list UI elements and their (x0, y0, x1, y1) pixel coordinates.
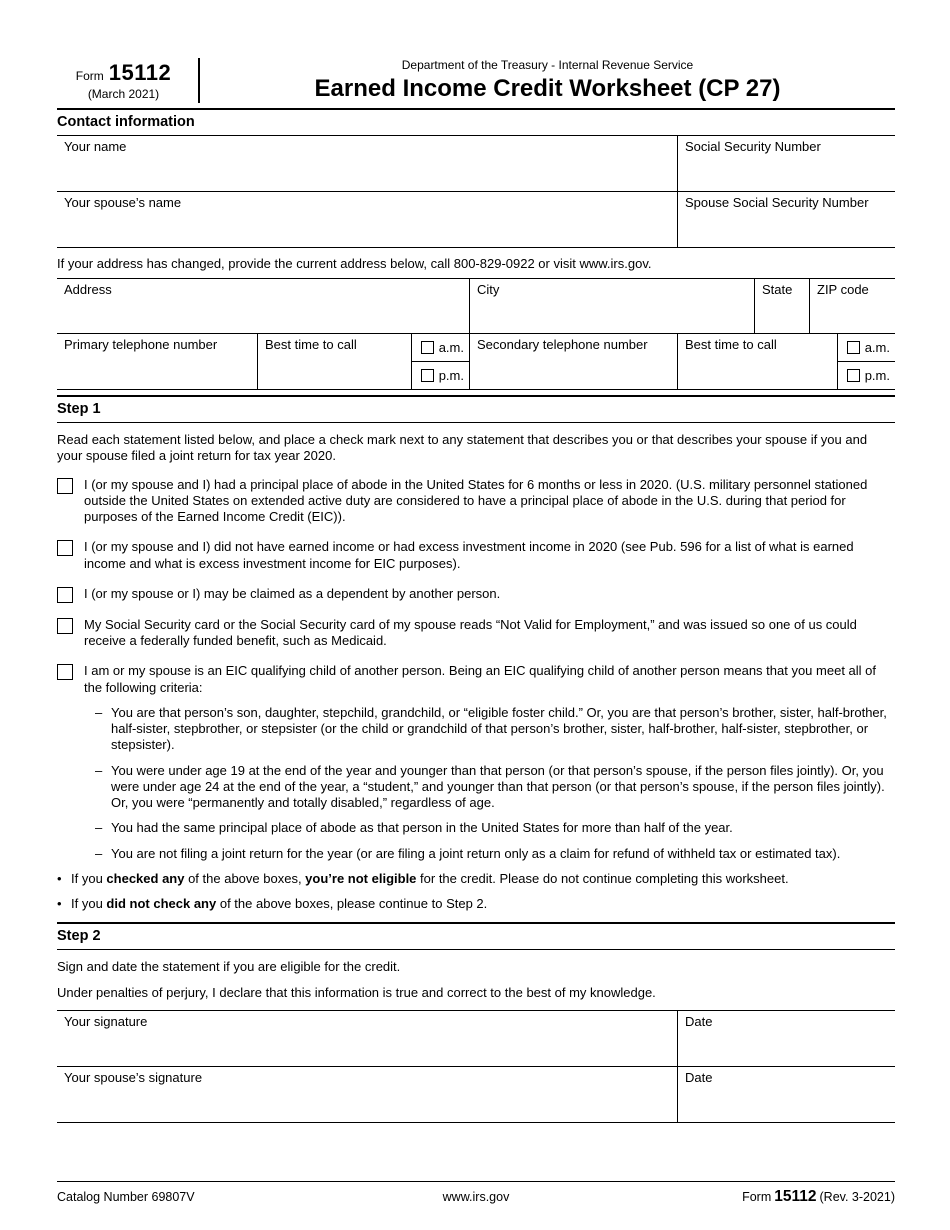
your-name-label: Your name (64, 139, 127, 154)
step1-statements (57, 477, 895, 913)
statement-row (57, 586, 895, 603)
footer-form-id (615, 1188, 895, 1206)
statement-row (57, 663, 895, 696)
statement-text: I (or my spouse or I) may be claimed as a dependent by another person. (84, 585, 501, 601)
statement-text: I (or my spouse and I) did not have earned income or had excess investment income in 2020 (see Pub. 596 for a list of what is earned income and what is excess investment income for EIC purposes). (84, 539, 854, 571)
criterion-text: You are that person’s son, daughter, stepchild, grandchild, or “eligible foster child.” Or, you are that person’s brother, sister, half-brother, half-sister, stepbrother, or stepsister (or the child or grandchild of that person’s brother, sister, half-brother, half-sister, stepbrother, or stepsister). (111, 704, 887, 753)
ampm-column-primary (411, 334, 469, 389)
pm-option-secondary (838, 362, 895, 389)
footer-revision: (Rev. 3-2021) (819, 1190, 895, 1204)
step2-heading: Step 2 (57, 922, 895, 950)
date-field[interactable] (678, 1067, 895, 1122)
bullet-char: • (57, 896, 62, 911)
criterion-text: You are not filing a joint return for the year (or are filing a joint return only as a claim for refund of withheld tax or estimated tax). (111, 845, 841, 861)
city-label: City (477, 282, 500, 297)
statement-text: My Social Security card or the Social Security card of my spouse reads “Not Valid for Employment,” and was issued so one of us could receive a federally funded benefit, such as Medicaid. (84, 616, 857, 648)
table-row (57, 136, 895, 192)
best-time-secondary-label: Best time to call (685, 337, 777, 352)
dash: – (95, 820, 103, 836)
irs-website: www.irs.gov (442, 1190, 510, 1204)
statement-row (57, 539, 895, 572)
statement-text: I (or my spouse and I) had a principal place of abode in the United States for 6 months or less in 2020. (U.S. military personnel stationed outside the United States on extended active duty are considered to have a principal place of abode in the U.S. during that period for purposes of the Earned Income Credit (EIC)). (84, 476, 868, 524)
ssn-label: Social Security Number (685, 139, 821, 154)
note-text: If you did not check any of the above boxes, please continue to Step 2. (71, 896, 488, 911)
step1-instructions: Read each statement listed below, and place a check mark next to any statement that describes you or that describes your spouse if you and your spouse filed a joint return for tax year 2020. (57, 432, 868, 464)
catalog-number: Catalog Number 69807V (57, 1190, 195, 1204)
am-label-primary: a.m. (438, 340, 464, 355)
statement-row (57, 617, 895, 650)
criterion-item (95, 763, 895, 812)
pm-checkbox-secondary[interactable] (847, 369, 860, 382)
spouse-ssn-field[interactable] (678, 192, 895, 247)
am-checkbox-primary[interactable] (421, 341, 434, 354)
statement-checkbox-4[interactable] (57, 618, 73, 634)
best-time-primary-cell (258, 334, 470, 389)
note-not-eligible (57, 871, 895, 887)
pm-option-primary (412, 362, 469, 389)
statement-checkbox-5[interactable] (57, 664, 73, 680)
spouse-signature-field[interactable] (57, 1067, 678, 1122)
secondary-phone-field[interactable] (470, 334, 678, 389)
form-title: Earned Income Credit Worksheet (CP 27) (314, 75, 781, 102)
am-checkbox-secondary[interactable] (847, 341, 860, 354)
zip-field[interactable] (810, 279, 895, 333)
state-label: State (762, 282, 793, 297)
zip-label: ZIP code (817, 282, 869, 297)
agency-line: Department of the Treasury - Internal Revenue Service (401, 58, 694, 72)
spouse-name-field[interactable] (57, 192, 678, 247)
your-name-field[interactable] (57, 136, 678, 191)
form-number: 15112 (108, 60, 172, 85)
step1-heading: Step 1 (57, 395, 895, 423)
spouse-ssn-label: Spouse Social Security Number (685, 195, 869, 210)
ssn-field[interactable] (678, 136, 895, 191)
page-footer (57, 1181, 895, 1206)
statement-checkbox-2[interactable] (57, 540, 73, 556)
criterion-text: You had the same principal place of abode as that person in the United States for more than half of the year. (111, 820, 733, 836)
criterion-text: You were under age 19 at the end of the year and younger than that person (or that person’s spouse, if the person files jointly). Or, you were under age 24 at the end of the year, a “student,” and younger than that person (or that person’s spouse, if the person files jointly). Or, you were “permanently and totally disabled,” regardless of age. (111, 762, 885, 810)
statement-checkbox-3[interactable] (57, 587, 73, 603)
your-signature-field[interactable] (57, 1011, 678, 1066)
date-label: Date (685, 1069, 713, 1085)
pm-label-secondary: p.m. (864, 368, 890, 383)
table-row (57, 1067, 895, 1123)
form-word: Form (75, 69, 104, 83)
criterion-item (95, 820, 895, 836)
primary-phone-label: Primary telephone number (64, 337, 218, 352)
dash: – (95, 845, 103, 861)
note-continue (57, 896, 895, 912)
ampm-column-secondary (837, 334, 895, 389)
state-field[interactable] (755, 279, 810, 333)
criterion-item (95, 846, 895, 862)
statement-row (57, 477, 895, 526)
dash: – (95, 762, 103, 778)
am-option-secondary (838, 334, 895, 362)
footer-form-number: 15112 (774, 1188, 817, 1205)
address-change-note: If your address has changed, provide the current address below, call 800-829-0922 or visit www.irs.gov. (57, 256, 652, 271)
statement-checkbox-1[interactable] (57, 478, 73, 494)
contact-information-heading: Contact information (57, 110, 895, 136)
form-id-box (57, 58, 200, 103)
primary-phone-field[interactable] (57, 334, 258, 389)
dash: – (95, 704, 103, 720)
best-time-primary-label: Best time to call (265, 337, 357, 352)
form-header (57, 58, 895, 110)
am-label-secondary: a.m. (864, 340, 890, 355)
name-ssn-table (57, 136, 895, 248)
step2-section (57, 922, 895, 1123)
city-field[interactable] (470, 279, 755, 333)
date-label: Date (685, 1013, 713, 1029)
pm-label-primary: p.m. (438, 368, 464, 383)
am-option-primary (412, 334, 469, 362)
spouse-signature-label: Your spouse’s signature (64, 1069, 203, 1085)
table-row (57, 1011, 895, 1067)
address-phone-table (57, 278, 895, 390)
signature-table (57, 1010, 895, 1123)
table-row (57, 334, 895, 390)
bullet-char: • (57, 870, 62, 886)
date-field[interactable] (678, 1011, 895, 1066)
address-field[interactable] (57, 279, 470, 333)
form-number-line (76, 60, 171, 86)
criterion-item (95, 705, 895, 754)
pm-checkbox-primary[interactable] (421, 369, 434, 382)
perjury-statement: Under penalties of perjury, I declare that this information is true and correct to the best of my knowledge. (57, 984, 656, 1000)
footer-form-word: Form (742, 1190, 772, 1204)
table-row (57, 192, 895, 248)
form-revision-date: (March 2021) (87, 87, 160, 101)
your-signature-label: Your signature (64, 1013, 148, 1029)
table-row (57, 279, 895, 334)
statement-text: I am or my spouse is an EIC qualifying child of another person. Being an EIC qualifying child of another person means that you meet all of the following criteria: (84, 663, 876, 695)
note-text: If you checked any of the above boxes, you’re not eligible for the credit. Please do not continue completing this worksheet. (71, 870, 789, 886)
best-time-secondary-cell (678, 334, 895, 389)
address-label: Address (64, 282, 112, 297)
header-title-area (200, 58, 895, 103)
sign-and-date-line: Sign and date the statement if you are eligible for the credit. (57, 959, 401, 975)
secondary-phone-label: Secondary telephone number (477, 337, 648, 352)
spouse-name-label: Your spouse’s name (64, 195, 182, 210)
